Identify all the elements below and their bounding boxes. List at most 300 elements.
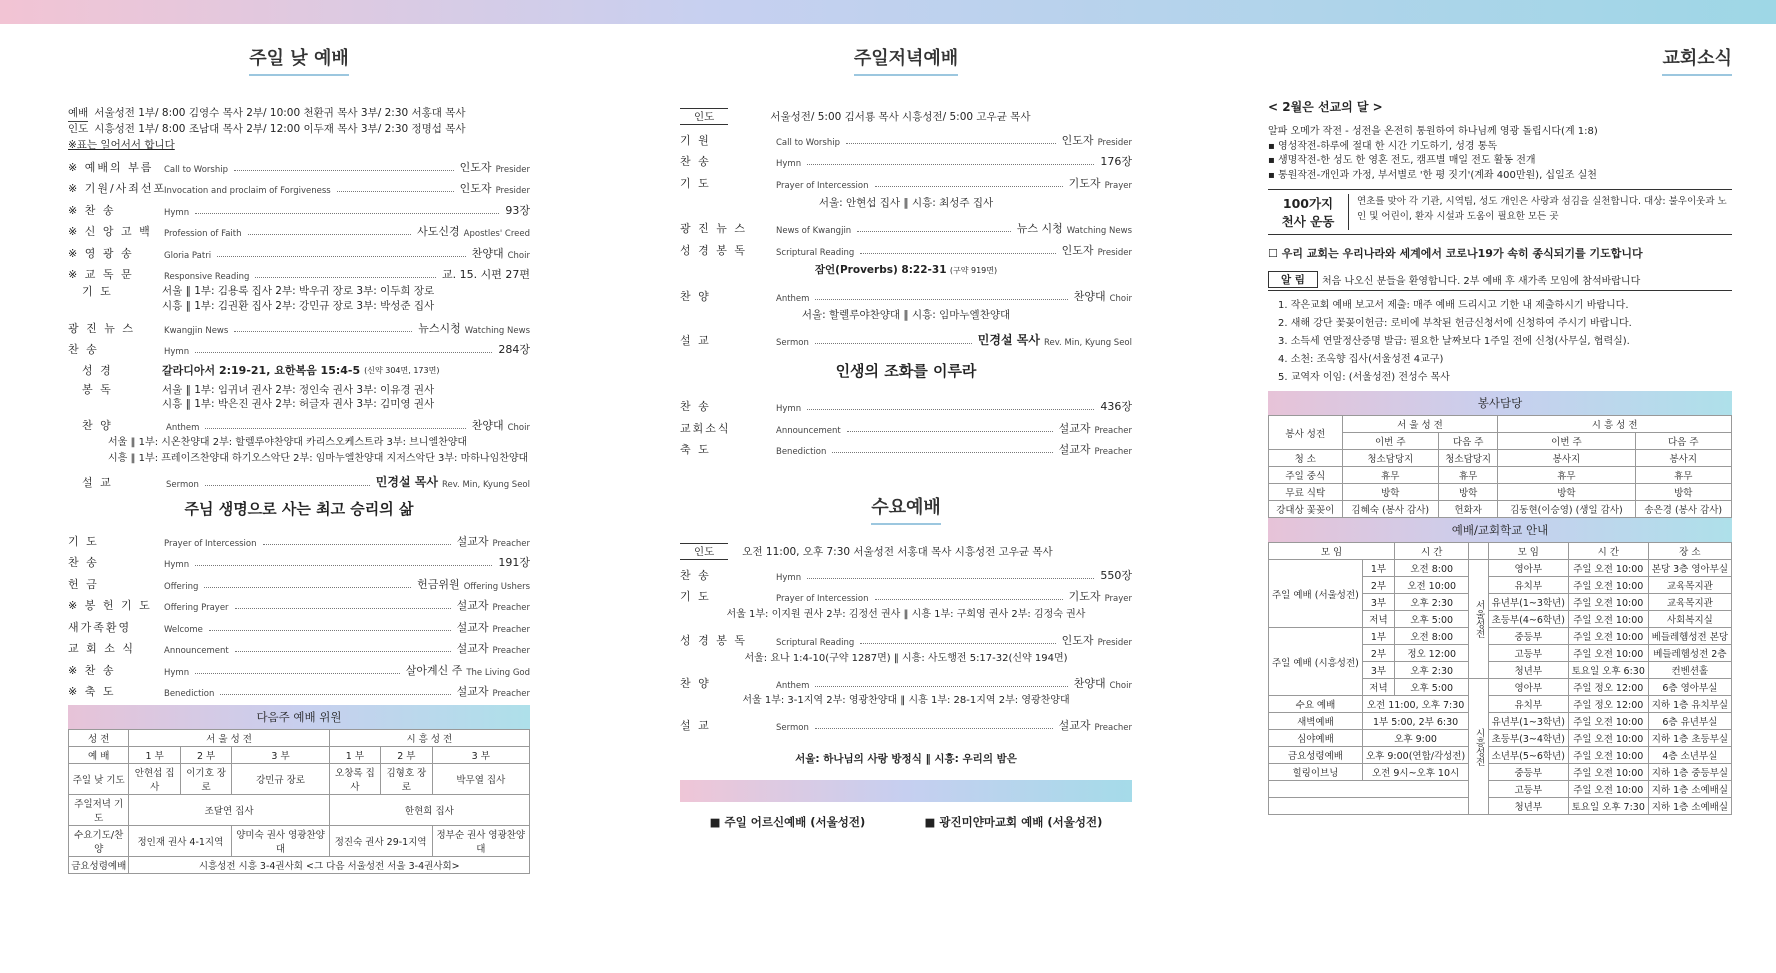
- leader-dots: [875, 599, 1063, 600]
- news-heading: < 2월은 선교의 달 >: [1268, 100, 1383, 114]
- order-label: ※ 찬 송: [68, 203, 116, 217]
- table-cell: 박무열 집사: [432, 764, 529, 795]
- sermon-val-en: Preacher: [1094, 722, 1132, 733]
- table-cell: 주일 오전 10:00: [1568, 611, 1648, 628]
- leader-dots: [248, 234, 412, 235]
- order-value: 인도자: [1061, 243, 1094, 257]
- order-label: ※ 교 독 문: [68, 268, 134, 281]
- leader-dots: [234, 331, 412, 332]
- order-value: 설교자: [1058, 443, 1091, 456]
- order-label: ※ 영 광 송: [68, 246, 134, 260]
- order-row: [68, 656, 530, 678]
- order-value-en: Preacher: [492, 689, 530, 699]
- reading-block: [68, 383, 530, 411]
- order-label: 찬 송: [680, 155, 711, 168]
- table-cell: 헌화자: [1439, 501, 1498, 518]
- order-en: Announcement: [776, 425, 841, 436]
- table-cell: 이번 주: [1498, 433, 1635, 450]
- table-row: [69, 747, 530, 764]
- order-row: [68, 239, 530, 261]
- table-cell: 오전 11:00, 오후 7:30: [1362, 696, 1468, 713]
- order-value: 인도자: [459, 160, 492, 174]
- order-row: [68, 592, 530, 614]
- table-cell: [1269, 781, 1469, 798]
- table-cell: 주일 오전 10:00: [1568, 781, 1648, 798]
- table-cell: 지하 1층 중등부실: [1648, 764, 1731, 781]
- news-bullet: ▪ 생명작전-한 성도 한 영혼 전도, 캠프별 매일 전도 활동 전개: [1268, 155, 1536, 166]
- table-cell: 시흥성전 시흥 3-4권사회 <그 다음 서울성전 서울 3-4권사회>: [129, 857, 530, 874]
- table-cell: 수요기도/찬양: [69, 826, 129, 857]
- table-cell: 봉사지: [1635, 450, 1731, 467]
- order-row: [680, 626, 1132, 648]
- table-row: [69, 764, 530, 795]
- order-value: 설교자: [456, 599, 489, 612]
- table-cell: 휴무: [1635, 467, 1731, 484]
- table-cell: 지하 1층 소예배실: [1648, 798, 1731, 815]
- order-en: Benediction: [164, 689, 215, 699]
- anthem-en: Anthem: [166, 422, 200, 433]
- table-cell: 주일 예배 (서울성전): [1269, 560, 1363, 628]
- table-cell: 주일 정오 12:00: [1568, 696, 1648, 713]
- leader-dots: [847, 431, 1053, 432]
- leader-dots: [235, 651, 451, 652]
- sermon-row: [68, 469, 530, 491]
- order-value-en: Presider: [1097, 247, 1132, 258]
- table-cell: 1 부: [129, 747, 180, 764]
- sunday-day-column: [68, 44, 530, 874]
- leader-tag: 예배: [68, 106, 88, 122]
- order-value-en: Presider: [1097, 137, 1132, 148]
- table-cell: 주일 오전 10:00: [1568, 628, 1648, 645]
- order-label: 축 도: [680, 443, 711, 456]
- news-items: [1268, 297, 1732, 387]
- next-week-grid: [68, 729, 530, 874]
- table-cell: 주일 오전 10:00: [1568, 594, 1648, 611]
- table-row: [69, 826, 530, 857]
- table-cell: 오창록 집사: [329, 764, 380, 795]
- order-label: 기 도: [680, 590, 711, 603]
- order-value-en: Preacher: [1094, 425, 1132, 436]
- anthem-en: Anthem: [776, 294, 810, 304]
- order-value-en: Presider: [1097, 637, 1132, 648]
- order-en: Scriptural Reading: [776, 637, 855, 648]
- table-cell: 다음 주: [1439, 433, 1498, 450]
- table-cell: 청소담당지: [1439, 450, 1498, 467]
- table-cell: 청소담당지: [1342, 450, 1438, 467]
- order-value-en: Offering Ushers: [463, 581, 530, 592]
- evening-leader: [680, 106, 1132, 126]
- order-row: [680, 126, 1132, 148]
- leader-text: 시흥성전 1부/ 8:00 조남대 목사 2부/ 12:00 이두재 목사 3부/ 2:30 정명섭 목사: [94, 123, 466, 135]
- order-en: Hymn: [164, 207, 190, 218]
- table-cell: 고등부: [1488, 645, 1568, 662]
- table-cell: 주일 예배 (시흥성전): [1269, 628, 1363, 696]
- leader-dots: [832, 452, 1052, 453]
- news-item: 5. 교역자 이임: (서울성전) 전성수 목사: [1278, 372, 1450, 383]
- order-list: [680, 126, 1132, 191]
- order-row: [680, 414, 1132, 436]
- prayer-label: 기 도: [82, 285, 113, 298]
- service-title: 봉사담당: [1268, 391, 1732, 415]
- table-cell: 모 임: [1488, 543, 1568, 560]
- table-cell: 수요 예배: [1269, 696, 1363, 713]
- table-cell: 서 울 성 전: [129, 730, 329, 747]
- order-label: 광 진 뉴 스: [680, 222, 747, 235]
- table-cell: 유년부(1~3학년): [1488, 713, 1568, 730]
- table-cell: 방학: [1498, 484, 1635, 501]
- order-value: 436장: [1100, 400, 1132, 413]
- leader-dots: [217, 256, 466, 257]
- table-cell: 김형호 장로: [381, 764, 432, 795]
- table-cell: 초등부(4~6학년): [1488, 611, 1568, 628]
- table-cell: 고등부: [1488, 781, 1568, 798]
- table-cell: 장 소: [1648, 543, 1731, 560]
- order-en: Announcement: [164, 646, 229, 656]
- order-en: Call to Worship: [776, 137, 840, 148]
- leader-dots: [857, 231, 1011, 232]
- sermon-val-en: Rev. Min, Kyung Seol: [1043, 337, 1132, 348]
- table-row: [1269, 484, 1732, 501]
- scripture-text: 갈라디아서 2:19-21, 요한복음 15:4-5: [162, 364, 361, 377]
- order-value-en: Prayer: [1104, 594, 1132, 604]
- order-row: [68, 635, 530, 657]
- table-cell: 3 부: [432, 747, 529, 764]
- sermon-val: 민경설 목사: [977, 332, 1040, 347]
- table-row: [1269, 696, 1732, 713]
- leaders: [68, 106, 530, 153]
- prayer-notice: ☐ 우리 교회는 우리나라와 세계에서 코로나19가 속히 종식되기를 기도합니다: [1268, 247, 1643, 260]
- wed-leader: [680, 541, 1132, 561]
- order-row: [680, 236, 1132, 258]
- evening-scripture-note: (구약 919면): [949, 265, 998, 275]
- order-en: Hymn: [776, 572, 802, 583]
- table-row: [1269, 501, 1732, 518]
- table-cell: 정인재 권사 4-1지역: [129, 826, 232, 857]
- footer-item: ■ 주일 어르신예배 (서울성전): [709, 814, 866, 829]
- order-value: 기도자: [1068, 176, 1101, 190]
- order-value: 살아계신 주: [405, 663, 463, 677]
- table-cell: 2 부: [381, 747, 432, 764]
- order-value: 기도자: [1068, 590, 1101, 603]
- service-table: [1268, 391, 1732, 518]
- leader-dots: [195, 673, 400, 674]
- table-cell: 오전 10:00: [1395, 577, 1469, 594]
- table-cell: 방학: [1439, 484, 1498, 501]
- reading-line: 시흥 ‖ 1부: 박은진 권사 2부: 허글자 권사 3부: 김미영 권사: [162, 398, 435, 410]
- table-cell: 정오 12:00: [1395, 645, 1469, 662]
- table-cell: 지하 1층 유치부실: [1648, 696, 1731, 713]
- order-value: 설교자: [1058, 421, 1091, 435]
- order-row: [680, 148, 1132, 170]
- table-cell: 4층 소년부실: [1648, 747, 1731, 764]
- table-cell: 영아부: [1488, 560, 1568, 577]
- anthem-label: 찬 양: [680, 290, 711, 303]
- order-label: 기 도: [680, 176, 711, 190]
- order-value: 인도자: [459, 182, 492, 195]
- order-value: 뉴스시청: [418, 321, 461, 335]
- wed-anthem-line: 서울 1부: 3-1지역 2부: 영광찬양대 ‖ 시흥 1부: 28-1지역 2부: 영광찬양대: [742, 695, 1070, 706]
- sermon-row: [680, 326, 1132, 348]
- leader-dots: [807, 164, 1094, 165]
- sermon-val-en: Rev. Min, Kyung Seol: [441, 480, 530, 490]
- evening-scripture-text: 잠언(Proverbs) 8:22-31: [814, 263, 947, 276]
- news-item: 4. 소천: 조옥향 집사(서울성전 4교구): [1278, 354, 1444, 365]
- table-cell: 저녁: [1362, 611, 1394, 628]
- table-cell: 주일 오전 10:00: [1568, 577, 1648, 594]
- order-label: ※ 봉 헌 기 도: [68, 599, 152, 612]
- news-intro: 알파 오메가 작전 - 성전을 온전히 통원하여 하나님께 영광 돌립시다(계 1:8): [1268, 126, 1598, 137]
- leader-tag: 인도: [68, 123, 89, 135]
- alert-text: 처음 나오신 분들을 환영합니다. 2부 예배 후 새가족 모임에 참석바랍니다: [1321, 276, 1641, 287]
- table-row: [1269, 450, 1732, 467]
- table-cell: [1269, 798, 1469, 815]
- order-row: [68, 175, 530, 197]
- order-en: Hymn: [164, 347, 190, 357]
- order-en: Profession of Faith: [164, 229, 242, 239]
- order-list: [680, 215, 1132, 258]
- table-row: [1269, 730, 1732, 747]
- table-cell: 힐링이브닝: [1269, 764, 1363, 781]
- table-cell: 베들레헴성전 본당: [1648, 628, 1731, 645]
- table-cell: 교육목지관: [1648, 577, 1731, 594]
- table-cell: 시흥성전: [1469, 679, 1488, 815]
- table-cell: 오후 9:00: [1362, 730, 1468, 747]
- table-cell: 주일 오전 10:00: [1568, 560, 1648, 577]
- anthem-val: 찬양대: [1073, 290, 1106, 303]
- table-cell: 주일 정오 12:00: [1568, 679, 1648, 696]
- table-cell: 시 간: [1395, 543, 1469, 560]
- order-label: 성 경 봉 독: [680, 243, 747, 257]
- order-en: Hymn: [164, 667, 190, 678]
- leader-dots: [875, 186, 1063, 187]
- order-list: [680, 561, 1132, 604]
- sermon-title: 주님 생명으로 사는 최고 승리의 삶: [184, 500, 414, 518]
- order-label: 교회소식: [680, 421, 731, 435]
- table-cell: 금요성령예배: [69, 857, 129, 874]
- order-en: Scriptural Reading: [776, 247, 855, 258]
- table-cell: 1부: [1362, 628, 1394, 645]
- wed-band: [680, 780, 1132, 802]
- evening-anthem-line: 서울: 할렐루야찬양대 ‖ 시흥: 임마누엘찬양대: [801, 309, 1011, 321]
- order-label: 교 회 소 식: [68, 642, 135, 655]
- table-cell: 초등부(3~4학년): [1488, 730, 1568, 747]
- table-cell: 지하 1층 소예배실: [1648, 781, 1731, 798]
- table-cell: 서 울 성 전: [1342, 416, 1498, 433]
- order-en: Responsive Reading: [164, 272, 250, 282]
- order-row: [68, 613, 530, 635]
- order-label: 성 경 봉 독: [680, 633, 747, 647]
- table-cell: [1469, 543, 1488, 560]
- leader-dots: [807, 578, 1094, 579]
- table-cell: 베들레헴성전 2층: [1648, 645, 1731, 662]
- table-cell: 강민규 장로: [232, 764, 329, 795]
- sunday-evening-column: [680, 44, 1132, 830]
- order-row: [680, 561, 1132, 583]
- table-row: [1269, 560, 1732, 577]
- leader-dots: [860, 253, 1055, 254]
- table-cell: 교육목지관: [1648, 594, 1731, 611]
- table-cell: 청년부: [1488, 798, 1568, 815]
- anthem-val-en: Choir: [1109, 681, 1132, 691]
- sermon-val: 민경설 목사: [375, 475, 438, 489]
- footer-item: ■ 광진미얀마교회 예배 (서울성전): [924, 814, 1103, 829]
- scripture-row: [68, 357, 530, 383]
- table-cell: 1부 5:00, 2부 6:30: [1362, 713, 1468, 730]
- leader-dots: [195, 213, 499, 214]
- leader-dots: [860, 643, 1055, 644]
- table-cell: 정진숙 권사 29-1지역: [329, 826, 432, 857]
- table-cell: 청년부: [1488, 662, 1568, 679]
- wednesday-title: 수요예배: [871, 493, 941, 525]
- order-value: 찬양대: [471, 246, 504, 260]
- evening-leader-tag: 인도: [680, 108, 728, 125]
- prayer-line: 서울 ‖ 1부: 김용록 집사 2부: 박우귀 장로 3부: 이두희 장로: [162, 285, 435, 297]
- table-cell: 김혜숙 (봉사 감사): [1342, 501, 1438, 518]
- order-list: [680, 626, 1132, 648]
- order-en: Benediction: [776, 447, 827, 457]
- anthem-val: 찬양대: [471, 418, 504, 432]
- order-en: Call to Worship: [164, 164, 228, 175]
- evening-sermon-title: 인생의 조화를 이루라: [835, 361, 977, 380]
- table-cell: 3부: [1362, 662, 1394, 679]
- sermon-val: 설교자: [1058, 718, 1091, 732]
- wed-scripture-line: 서울: 요나 1:4-10(구약 1287면) ‖ 시흥: 사도행전 5:17-32(신약 194면): [744, 652, 1068, 664]
- table-cell: 소년부(5~6학년): [1488, 747, 1568, 764]
- order-row: [68, 678, 530, 700]
- sermon-row: [680, 711, 1132, 733]
- leader-dots: [204, 587, 411, 588]
- leader-dots: [220, 694, 450, 695]
- order-value-en: Preacher: [1094, 447, 1132, 457]
- table-row: [1269, 781, 1732, 798]
- order-label: 헌 금: [68, 577, 99, 591]
- table-cell: 다음 주: [1635, 433, 1731, 450]
- order-value-en: The Living God: [466, 667, 530, 678]
- order-value-en: Watching News: [464, 325, 530, 336]
- order-en: Prayer of Intercession: [776, 180, 869, 191]
- table-cell: 주일 오전 10:00: [1568, 764, 1648, 781]
- order-value-en: Choir: [507, 250, 530, 261]
- table-cell: 봉사 성전: [1269, 416, 1343, 450]
- sunday-evening-title: 주일저녁예배: [854, 44, 958, 76]
- table-cell: 송은경 (봉사 감사): [1635, 501, 1731, 518]
- leader-dots: [846, 143, 1056, 144]
- table-cell: 지하 1층 초등부실: [1648, 730, 1731, 747]
- sunday-day-title: 주일 낮 예배: [249, 44, 348, 76]
- order-row: [68, 549, 530, 571]
- sermon-en: Sermon: [166, 480, 199, 490]
- order-value: 사도신경: [417, 225, 460, 238]
- table-row: [1269, 764, 1732, 781]
- service-grid: [1268, 415, 1732, 518]
- leader-dots: [195, 565, 492, 566]
- next-week-title: 다음주 예배 위원: [68, 705, 530, 729]
- news-title: 교회소식: [1662, 44, 1732, 76]
- evening-scripture: [680, 258, 1132, 283]
- leader-text: 서울성전 1부/ 8:00 김영수 목사 2부/ 10:00 천환귀 목사 3부/ 2:30 서홍대 목사: [94, 107, 466, 119]
- order-list: [680, 393, 1132, 458]
- order-en: Hymn: [164, 560, 190, 570]
- order-list: [68, 153, 530, 282]
- table-cell: 오후 5:00: [1395, 679, 1469, 696]
- order-value-en: Presider: [495, 164, 530, 175]
- anthem-row: [68, 411, 530, 433]
- news-bullet: ▪ 영성작전-하루에 절대 한 시간 기도하기, 성경 통독: [1268, 140, 1498, 152]
- order-en: Prayer of Intercession: [164, 538, 257, 549]
- table-cell: 컨벤션홀: [1648, 662, 1731, 679]
- table-cell: 한현희 집사: [329, 795, 529, 826]
- table-cell: 강대상 꽃꽂이: [1269, 501, 1343, 518]
- order-value: 설교자: [456, 685, 489, 698]
- order-row: [68, 336, 530, 358]
- order-value-en: Preacher: [492, 603, 530, 613]
- order-label: ※ 기원/사죄선포: [68, 182, 167, 195]
- alert-row: [1268, 271, 1732, 291]
- table-row: [1269, 467, 1732, 484]
- wed-footer: [680, 814, 1132, 830]
- order-value-en: Watching News: [1066, 226, 1132, 236]
- leader-dots: [255, 277, 436, 278]
- order-row: [680, 583, 1132, 605]
- order-value: 인도자: [1061, 133, 1094, 147]
- order-en: Hymn: [776, 159, 802, 169]
- leader-dots: [337, 191, 454, 192]
- order-label: 찬 송: [68, 556, 99, 569]
- anthem-label: 찬 양: [680, 677, 711, 690]
- order-label: 찬 송: [68, 343, 99, 356]
- anthem-val-en: Choir: [507, 422, 530, 433]
- leader-dots: [195, 352, 492, 353]
- order-value: 헌금위원: [417, 577, 460, 591]
- table-cell: 주일 중식: [1269, 467, 1343, 484]
- order-row: [68, 196, 530, 218]
- order-row: [680, 169, 1132, 191]
- scripture-label: 성 경: [82, 364, 113, 377]
- table-cell: 주일 오전 10:00: [1568, 730, 1648, 747]
- table-row: [69, 795, 530, 826]
- order-row: [68, 527, 530, 549]
- table-cell: 1부: [1362, 560, 1394, 577]
- order-row: [68, 570, 530, 592]
- table-cell: 오후 2:30: [1395, 594, 1469, 611]
- anthem-label: 찬 양: [82, 418, 113, 432]
- table-cell: 토요일 오후 6:30: [1568, 662, 1648, 679]
- anthem-line: 시흥 ‖ 1부: 프레이즈찬양대 하기오스악단 2부: 임마누엘찬양대 지저스악단 3부: 마하나임찬양대: [108, 452, 529, 464]
- order-value-en: Prayer: [1104, 180, 1132, 191]
- order-row: [68, 314, 530, 336]
- order-value: 191장: [498, 556, 530, 569]
- table-cell: 주일저녁 기도: [69, 795, 129, 826]
- order-value: 550장: [1100, 568, 1132, 582]
- table-row: [1269, 798, 1732, 815]
- table-row: [69, 857, 530, 874]
- sermon-en: Sermon: [776, 722, 809, 733]
- order-value: 176장: [1100, 155, 1132, 168]
- table-cell: 방학: [1342, 484, 1438, 501]
- leader-dots: [234, 170, 454, 171]
- order-label: 광 진 뉴 스: [68, 321, 135, 335]
- hundred-box: [1268, 189, 1732, 235]
- table-cell: 방학: [1635, 484, 1731, 501]
- order-label: 기 도: [68, 534, 99, 548]
- order-en: Welcome: [164, 624, 203, 635]
- table-cell: 중등부: [1488, 628, 1568, 645]
- table-cell: 양미숙 권사 영광찬양대: [232, 826, 329, 857]
- order-row: [680, 436, 1132, 458]
- table-cell: 사회복지실: [1648, 611, 1731, 628]
- standing-note: ※표는 일어서서 합니다: [68, 139, 175, 151]
- table-cell: 2부: [1362, 645, 1394, 662]
